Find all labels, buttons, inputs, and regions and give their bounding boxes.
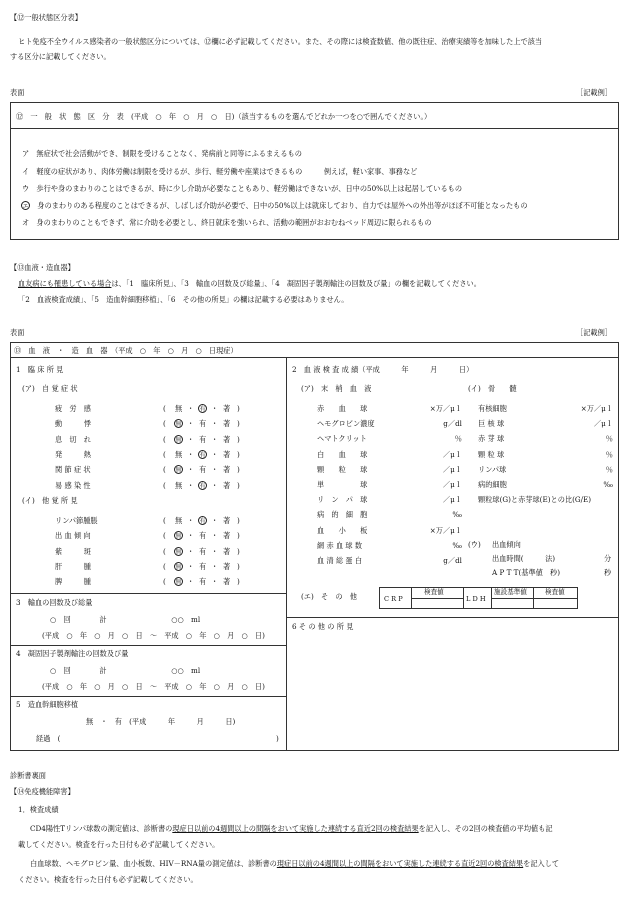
marrow-label: 顆粒球(G)と赤芽球(E)との比(G/E) — [478, 495, 592, 505]
objective-row-paren-close: ) — [237, 577, 240, 587]
objective-row-paren-open: ( — [163, 516, 166, 525]
subjective-row-choice-circled: 無 — [175, 421, 182, 429]
crp-ldh-h2 — [491, 598, 578, 599]
objective-row-choice — [198, 516, 207, 525]
subjective-row-choice-circled: 無 — [175, 436, 182, 444]
objective-row-paren-close: ) — [237, 561, 240, 571]
objective-row-paren-open: ( — [163, 531, 166, 541]
back-p2-a: 白血球数、ヘモグロビン量、血小板数、HIV－RNA量の測定値は、診断書の — [30, 859, 277, 868]
back-p1-b: 現症日以前の4週間以上の間隔をおいて実施した連続する直近2回の検査結果 — [172, 824, 419, 833]
bleeding-tendency: 出血傾向 — [492, 540, 521, 549]
stem-title: 5 造血幹細胞移植 — [16, 700, 79, 709]
objective-row-paren-open: ( — [163, 546, 166, 556]
subjective-row-choice: 無 — [175, 480, 183, 490]
subjective-row-sep: ・ — [187, 480, 195, 490]
marrow-label: 赤 芽 球 — [478, 434, 505, 444]
peripheral-label: 網 赤 血 球 数 — [317, 540, 363, 550]
sec12-item-c: ウ 歩行や身のまわりのことはできるが、時に少し介助が必要なこともあり、軽労働はできないが、日中の50%以上は起居しているもの — [22, 184, 463, 193]
marrow-label: リンパ球 — [478, 464, 507, 474]
marrow-unit: ％ — [605, 449, 613, 459]
subjective-row-label: 疲 労 感 — [55, 404, 91, 413]
subjective-row-choice: 著 — [223, 404, 231, 413]
sec12-omote: 表面 — [10, 88, 25, 97]
subjective-row-choice — [174, 435, 183, 444]
objective-row-label: 脾 腫 — [55, 577, 91, 587]
peripheral-unit: g／dl — [443, 419, 462, 429]
subjective-row-label: 易 感 染 性 — [55, 480, 91, 490]
subjective-row-paren-close: ) — [237, 404, 240, 413]
objective-row-label: 出 血 傾 向 — [55, 531, 91, 541]
subjective-row-paren-close: ) — [237, 480, 240, 490]
peripheral-label: 病 的 細 胞 — [317, 510, 368, 520]
peripheral-label: 顆 粒 球 — [317, 464, 368, 474]
sec13-note-2: 「2 血液検査成績」、「5 造血幹細胞移植」、「6 その他の所見」の欄は記載する必要はありません。 — [18, 295, 349, 304]
subjective-row-choice-circled: 有 — [199, 406, 206, 413]
divider-right-6 — [286, 617, 619, 618]
circled-letter: エ — [22, 203, 29, 210]
subjective-row-sep: ・ — [211, 480, 219, 490]
back-sub: 1．検査成績 — [18, 805, 59, 814]
subjective-row-sep: ・ — [211, 419, 219, 429]
bleeding-time-unit: 分 — [604, 554, 612, 563]
peripheral-label: リ ン パ 球 — [317, 495, 368, 505]
marrow-label: 病的細胞 — [478, 480, 507, 489]
peripheral-unit: ／μｌ — [442, 495, 462, 505]
subjective-row-choice-circled: 有 — [199, 451, 206, 459]
objective-row-choice: 著 — [223, 546, 231, 556]
objective-row-choice: 有 — [199, 577, 207, 587]
subjective-row-choice: 著 — [223, 449, 231, 459]
objective-row-sep: ・ — [211, 577, 219, 587]
sec12-item-b: イ 軽度の症状があり、肉体労働は制限を受けるが、歩行、軽労働や座業はできるもの 例えば，軽い家事、事務など — [22, 167, 418, 176]
subjective-row-sep: ・ — [211, 449, 219, 459]
objective-row-label: 肝 腫 — [55, 561, 91, 571]
back-title: 診断書裏面 — [10, 771, 46, 780]
transfusion-line-2: (平成 ○ 年 ○ 月 ○ 日 〜 平成 ○ 年 ○ 月 ○ 日) — [42, 631, 265, 640]
objective-row-label: リンパ節腫脹 — [55, 516, 98, 525]
sec12-title: ⑫ 一 般 状 態 区 分 表 (平成 ○ 年 ○ 月 ○ 日)（該当するものを選んでどれか一つを○で囲んでください。） — [16, 112, 432, 121]
back-p2-b: 現症日以前の4週間以上の間隔をおいて実施した連続する直近2回の検査結果 — [276, 859, 524, 868]
subjective-row-choice: 著 — [223, 434, 231, 444]
subjective-row-label: 動 悸 — [55, 419, 91, 429]
crp-ldh-h1 — [411, 598, 463, 599]
peripheral-unit: ‰ — [452, 510, 462, 520]
subjective-row-choice: 著 — [223, 419, 231, 429]
objective-row-choice: 有 — [199, 561, 207, 571]
objective-row-choice: 著 — [223, 531, 231, 541]
objective-row-sep: ・ — [187, 577, 195, 587]
objective-row-choice: 著 — [223, 577, 231, 587]
sec12-divider — [10, 128, 619, 129]
marrow-label: 有核細胞 — [478, 404, 507, 413]
peripheral-unit: ‰ — [452, 540, 462, 550]
peripheral-label: 白 血 球 — [317, 449, 368, 459]
back-p2-line1 — [30, 860, 559, 867]
subjective-row-choice: 著 — [223, 480, 231, 490]
subjective-row-sep: ・ — [187, 434, 195, 444]
subjective-row-paren-open: ( — [163, 419, 166, 429]
subjective-row-choice: 無 — [175, 449, 183, 459]
subjective-row-paren-open: ( — [163, 465, 166, 475]
subjective-row-choice — [198, 404, 207, 413]
ldh-label: L D H — [466, 595, 486, 603]
objective-row-choice — [174, 531, 183, 540]
subjective-row-sep: ・ — [187, 404, 195, 413]
divider-left-5 — [10, 696, 286, 697]
peripheral-unit: ／μｌ — [442, 449, 462, 459]
objective-row-choice: 有 — [199, 546, 207, 556]
subjective-row-label: 息 切 れ — [55, 434, 91, 444]
objective-row-sep: ・ — [187, 531, 195, 541]
sec13-kisairei: ［記載例］ — [576, 328, 612, 337]
back-p2-c: を記入して — [523, 859, 560, 868]
subjective-row-choice: 有 — [199, 434, 207, 444]
peripheral-title: (ア) 末 梢 血 液 — [301, 384, 372, 393]
sec13-header: 【⑬血液・造血器】 — [10, 263, 75, 272]
objective-row-choice: 著 — [223, 561, 231, 571]
sec13-note-1-underlined: 血友病にも罹患している場合 — [18, 279, 112, 288]
subjective-row-paren-close: ) — [237, 465, 240, 475]
ldh-ref-header: 施設基準値 — [494, 588, 527, 596]
objective-row-paren-close: ) — [237, 546, 240, 556]
subjective-row-sep: ・ — [187, 419, 195, 429]
form-title-divider — [10, 357, 619, 358]
back-p1-line1 — [30, 825, 553, 832]
subjective-row-choice — [174, 419, 183, 428]
sec12-kisairei: ［記載例］ — [576, 88, 612, 97]
peripheral-unit: ×万／μｌ — [429, 404, 462, 413]
coag-line-2: (平成 ○ 年 ○ 月 ○ 日 〜 平成 ○ 年 ○ 月 ○ 日) — [42, 682, 265, 691]
sec12-item-a: ア 無症状で社会活動ができ、制限を受けることなく、発病前と同等にふるまえるもの — [22, 149, 302, 158]
objective-row-sep: ・ — [211, 516, 219, 525]
peripheral-label: 血 小 板 — [317, 525, 368, 535]
back-header: 【⑭免疫機能障害】 — [10, 787, 75, 796]
objective-row-choice: 有 — [199, 531, 207, 541]
marrow-title: (イ) 骨 髄 — [468, 384, 517, 393]
back-p2-line2: ください。検査を行った日付も必ず記載してください。 — [18, 875, 198, 884]
peripheral-unit: ×万／μｌ — [429, 525, 462, 535]
form-center-divider — [286, 357, 287, 751]
objective-row-sep: ・ — [187, 516, 195, 525]
objective-row-choice-circled: 無 — [175, 548, 182, 556]
bleeding-time: 出血時間( 法) — [492, 554, 556, 563]
blood-test-title: 2 血 液 検 査 成 績（平成 年 月 日） — [292, 365, 474, 374]
stem-line-2: 経過 ( ) — [36, 734, 279, 743]
aptt: A P T T(基準値 秒) — [492, 568, 561, 577]
objective-row-choice-circled: 無 — [175, 533, 182, 541]
objective-row-label: 紫 斑 — [55, 546, 91, 556]
aptt-unit: 秒 — [604, 568, 612, 577]
peripheral-unit: ／μｌ — [442, 480, 462, 489]
objective-row-choice — [174, 562, 183, 571]
subjective-row-choice: 無 — [175, 404, 183, 413]
marrow-unit: ％ — [605, 434, 613, 444]
objective-row-choice-circled: 無 — [175, 563, 182, 571]
peripheral-label: 血 清 総 蛋 白 — [317, 556, 363, 565]
subjective-row-paren-open: ( — [163, 449, 166, 459]
marrow-unit: ×万／μｌ — [580, 404, 613, 413]
objective-row-sep: ・ — [187, 546, 195, 556]
subjective-row-choice — [198, 450, 207, 459]
subjective-row-sep: ・ — [187, 449, 195, 459]
transfusion-title: 3 輸血の回数及び総量 — [16, 598, 93, 607]
peripheral-unit: ／μｌ — [442, 464, 462, 474]
subjective-row-label: 発 熱 — [55, 449, 91, 459]
back-p1-a: CD4陽性Tリンパ球数の測定値は、診断書の — [30, 824, 173, 833]
peripheral-label: ヘモグロビン濃度 — [317, 419, 375, 429]
marrow-unit: ‰ — [603, 480, 613, 489]
clinical-title: 1 臨 床 所 見 — [16, 365, 64, 374]
objective-row-sep: ・ — [211, 561, 219, 571]
peripheral-label: 単 球 — [317, 480, 368, 489]
subjective-title: (ア) 自 覚 症 状 — [22, 384, 78, 393]
transfusion-line-1: ○ 回 計 ○○ ml — [50, 615, 201, 624]
crp-ldh-v2 — [463, 587, 464, 609]
sec13-omote: 表面 — [10, 328, 25, 337]
sec12-item-e: オ 身のまわりのこともできず、常に介助を必要とし、終日就床を強いられ、活動の範囲がおおむねベッド周辺に限られるもの — [22, 218, 432, 227]
subjective-row-paren-open: ( — [163, 404, 166, 413]
subjective-row-paren-close: ) — [237, 449, 240, 459]
peripheral-label: 赤 血 球 — [317, 404, 368, 413]
objective-row-sep: ・ — [187, 561, 195, 571]
subjective-row-choice-circled: 無 — [175, 467, 182, 475]
sec12-intro-2: する区分に記載してください。 — [10, 52, 111, 61]
back-p1-line2: 載してください。検査を行った日付も必ず記載してください。 — [18, 840, 220, 849]
subjective-row-choice: 有 — [199, 419, 207, 429]
section-u-label: (ウ) — [468, 540, 481, 549]
sec12-header: 【⑫一般状態区分表】 — [10, 13, 82, 22]
other-label: (エ) そ の 他 — [301, 592, 357, 601]
subjective-row-paren-close: ) — [237, 419, 240, 429]
objective-row-sep: ・ — [211, 531, 219, 541]
subjective-row-sep: ・ — [187, 465, 195, 475]
ldh-value-header: 検査値 — [545, 588, 565, 596]
objective-row-paren-close: ) — [237, 516, 240, 525]
subjective-row-label: 関 節 症 状 — [55, 465, 91, 475]
objective-row-sep: ・ — [211, 546, 219, 556]
other-findings: 6 そ の 他 の 所 見 — [292, 622, 354, 631]
marrow-unit: ％ — [605, 464, 613, 474]
subjective-row-paren-open: ( — [163, 434, 166, 444]
subjective-row-choice-circled: 有 — [199, 482, 206, 490]
sec12-item-d-text: 身のまわりのある程度のことはできるが、しばしば介助が必要で、日中の50%以上は就床しており、自力では屋外への外出等がほぼ不可能となったもの — [37, 201, 528, 210]
peripheral-unit: g／dl — [443, 556, 462, 565]
coag-title: 4 凝固因子製剤輸注の回数及び量 — [16, 649, 129, 658]
objective-row-choice: 無 — [175, 516, 183, 525]
marrow-unit: ／μｌ — [593, 419, 613, 429]
objective-row-choice-circled: 有 — [199, 518, 206, 525]
divider-left-4 — [10, 645, 286, 646]
divider-left-3 — [10, 593, 286, 594]
crp-label: C R P — [384, 595, 403, 603]
subjective-row-paren-open: ( — [163, 480, 166, 490]
subjective-row-paren-close: ) — [237, 434, 240, 444]
subjective-row-choice: 有 — [199, 465, 207, 475]
sec12-intro-1: ヒト免疫不全ウイルス感染者の一般状態区分については、⑫欄に必ず記載してください。また、その際には検査数値、他の既往症、治療実績等を加味した上で該当 — [18, 37, 543, 46]
subjective-row-sep: ・ — [211, 465, 219, 475]
crp-value-header: 検査値 — [424, 588, 444, 596]
objective-row-paren-open: ( — [163, 561, 166, 571]
objective-row-paren-close: ) — [237, 531, 240, 541]
objective-row-choice-circled: 無 — [175, 579, 182, 587]
objective-row-choice — [174, 577, 183, 586]
back-p1-c: を記入し、その2回の検査値の平均値も記 — [418, 824, 553, 833]
objective-title: (イ) 他 覚 所 見 — [22, 496, 78, 505]
coag-line-1: ○ 回 計 ○○ ml — [50, 666, 201, 675]
objective-row-paren-open: ( — [163, 577, 166, 587]
subjective-row-sep: ・ — [211, 404, 219, 413]
form-title: ⑬ 血 液 ・ 造 血 器 （平成 ○ 年 ○ 月 ○ 日現症） — [14, 346, 238, 355]
subjective-row-choice — [174, 465, 183, 474]
subjective-row-sep: ・ — [211, 434, 219, 444]
stem-line-1: 無 ・ 有 (平成 年 月 日) — [86, 717, 236, 726]
sec13-note-1-rest: は、「1 臨床所見」、「3 輸血の回数及び総量」、「4 凝固因子製剤輸注の回数及び量」の欄を記載してください。 — [111, 279, 481, 288]
objective-row-choice: 著 — [223, 516, 231, 525]
peripheral-unit: ％ — [454, 434, 462, 444]
peripheral-label: ヘマトクリット — [317, 434, 367, 444]
marrow-label: 巨 核 球 — [478, 419, 505, 429]
sec12-item-d — [21, 201, 528, 210]
subjective-row-choice: 著 — [223, 465, 231, 475]
marrow-label: 顆 粒 球 — [478, 449, 505, 459]
objective-row-choice — [174, 547, 183, 556]
sec13-note-1 — [18, 280, 481, 287]
subjective-row-choice — [198, 481, 207, 490]
